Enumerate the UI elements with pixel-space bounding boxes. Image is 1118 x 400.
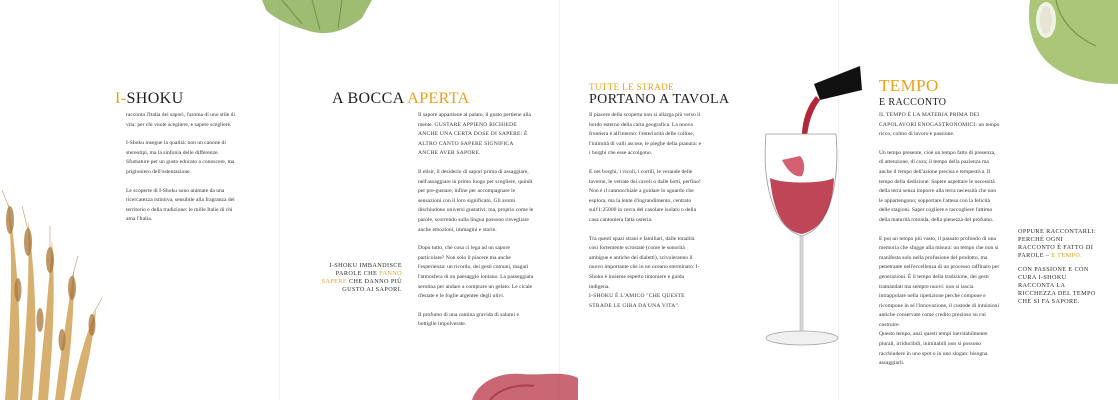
panel4-paragraph: Un tempo presente, cioè un tempo fatto di presenza, di attenzione, di cura; il tempo della pazienza ma anche il tempo dell'azione precisa e tempestiva. Il tempo della dedizione. Sapere aspettare le necessità della terra senza imporre alla terra necessità che non le appartengono; sopportare l'attesa con la felicità delle stagioni. Saper cogliere e raccogliere l'attimo della maturità rotonda, della pienezza del profumo. [879,149,997,223]
panel4-subtitle: E RACCONTO [879,97,947,108]
panel3-paragraph: Tra questi spazi strani e familiari, dalle tonalità così fortemente scrostate (come le sonorità ambigue e antiche dei dialetti), scivoleranno il nuovo importante che in un oceano sterminato: I-Shoku è insieme esperto timoniere e guida indigena. [589,235,700,290]
panel3-body [589,111,703,320]
panel2-paragraph: Dopo tutto, che cosa ci lega ad un sapore particolare? Non solo il piacere ma anche l'esperienza: un ricordo, dei gesti comuni, magari l'atmosfera di un paesaggio lontano. La passeggiata serotina per andare a comprare un gelato. Le cicale d'estate e le foglie argentee degli ulivi. [418,245,534,300]
panel2-pull-quote [318,262,402,294]
panel3-subtitle: TUTTE LE STRADE [589,82,674,92]
panel4-pull-quote-2: CON PASSIONE E CON CURA I-SHOKU RACCONTA LA RICCHEZZA DEL TEMPO CHE SI FA SAPORE. [1018,266,1096,305]
panel4-body [879,111,1001,378]
panel2-p1-intro: Il sapore appartiene al palato, il gusto pertiene alla mente. [418,112,531,128]
fold-line-1 [279,0,280,400]
panel4-pull1-accent: E TEMPO. [1051,252,1083,259]
panel2-body [418,111,534,339]
panel1-title [115,90,184,108]
panel2-paragraph-first [418,111,534,159]
panel2-pull-pre: I-SHOKU IMBANDISCE PAROLE CHE [329,262,402,277]
panel1-title-accent: I- [115,90,127,107]
panel2-paragraph: Il profumo di una cantina gravida di salumi e bottiglie impolverate. [418,311,519,328]
panel2-title-accent: APERTA [407,90,470,107]
panel1-paragraph: racconta l'Italia dei sapori, l'aroma di uno stile di vita: per chi vuole scegliere, e sapere scegliere. [126,112,236,128]
panel1-title-main: SHOKU [126,90,184,107]
panel3-paragraph: Il piacere della scoperta non si allarga più verso il bordo esterno della carta geografica. La nuova frontiera è all'interno: l'esteriorità delle colline, l'intimità di valli ascose, le pieghe della pianura: e i borghi che esse accolgono. [589,112,702,157]
panel2-pull-post: CHE DANNO PIÙ GUSTO AI SAPORI. [342,278,402,293]
wine-splash-bottom [470,368,580,400]
panel2-title [332,90,470,108]
panel4-pull-quote-1 [1018,228,1100,260]
panel4-paragraph: Questo tempo, anzi questi tempi inevitabilmente plurali, irriducibili, inimitabili non si possono racchiudere in uno spot o in uno slogan: bisogna assaggiarli. [879,331,988,367]
panel2-pull-accent: FANNO SAPERE [321,270,402,285]
panel4-paragraph-first [879,111,1001,140]
panel3-caps-ending: I-SHOKU È L'AMICO "CHE QUESTE STRADE LE GIRA DA UNA VITA". [589,293,685,309]
fold-line-2 [559,0,560,400]
panel3-title: PORTANO A TAVOLA [589,92,730,107]
panel4-title: TEMPO [879,76,939,95]
panel4-paragraph: E poi un tempo più vasto, il passato profondo di una memoria che sfugge alla misura: un tempo che non si manifesta solo nella profusione del prodotto, ma penetrante nell'eccellenza di un processo raffinato per generazioni. È il tempo della tradizione, dei gesti tramandati ma sempre nuovi: non si lascia intrappolare nella ripetizione perché compone e ricompone in sé l'innovazione, il custode di intuizioni antiche conservate come credito prezioso su cui costruire. [879,235,1000,328]
panel2-title-main: A BOCCA [332,90,404,107]
panel4-p1-post: un tempo ricco, colmo di lavoro e passione. [879,121,1000,138]
herb-illustration-top [262,0,372,40]
herb-illustration-right [1016,0,1118,90]
panel2-paragraph: Il elisir, il desiderio di sapori prima di assaggiare, nell'assaggiare in primo luogo per scegliere, quindi per pre-gustare, infine per accompagnare le sensazioni con il loro significato. Gli aromi dischiudono universi gustativi, ma, proprio come le parole, scorrendo sulla lingua possono risvegliare anche emozioni, immagini e storie. [418,168,534,233]
panel3-paragraph: E nei borghi, i vicoli, i cortili, le verande delle taverne, le vetrate dei caveli o dalle botti, perfino! Non è il cannocchiale a guidare lo sguardo che esplora, ma la lente d'ingrandimento, centrato sull'1:25000 in cerca del casolare isolato o della casa cantoniera fatta osteria. [589,168,701,223]
wheat-illustration [0,180,110,400]
panel1-paragraph: Le scoperte di I-Shoku sono animate da una ricercatezza istintiva, sensibile alla fragranza del territorio e della tradizione: le mille Italie di chi ama l'Italia. [126,187,235,223]
wine-glass-illustration [752,60,862,370]
panel2-p1-caps: GUSTARE APPIENO RICHIEDE ANCHE UNA CERTA DOSE DI SAPERE: È ALTRO CANTO SAPERE SIGNIFICA ANCHE AVER SAPORE. [418,121,528,157]
panel4-p1-caps: IL TEMPO È LA MATERIA PRIMA DEI CAPOLAVORI ENOGASTRONOMICI: [879,112,980,128]
panel1-paragraph: I-Shoku insegue la qualità: non un canone di stereotipi, ma la sinfonia delle differenze. Sfumature per un gusto educato a conoscere, ma prigioniero dell'ostentazione. [126,140,235,175]
panel1-body [126,111,238,234]
panel4-pull1-pre: OPPURE RACCONTARLI: PERCHÉ OGNI RACCONTO È FATTO DI PAROLE – [1018,228,1097,259]
